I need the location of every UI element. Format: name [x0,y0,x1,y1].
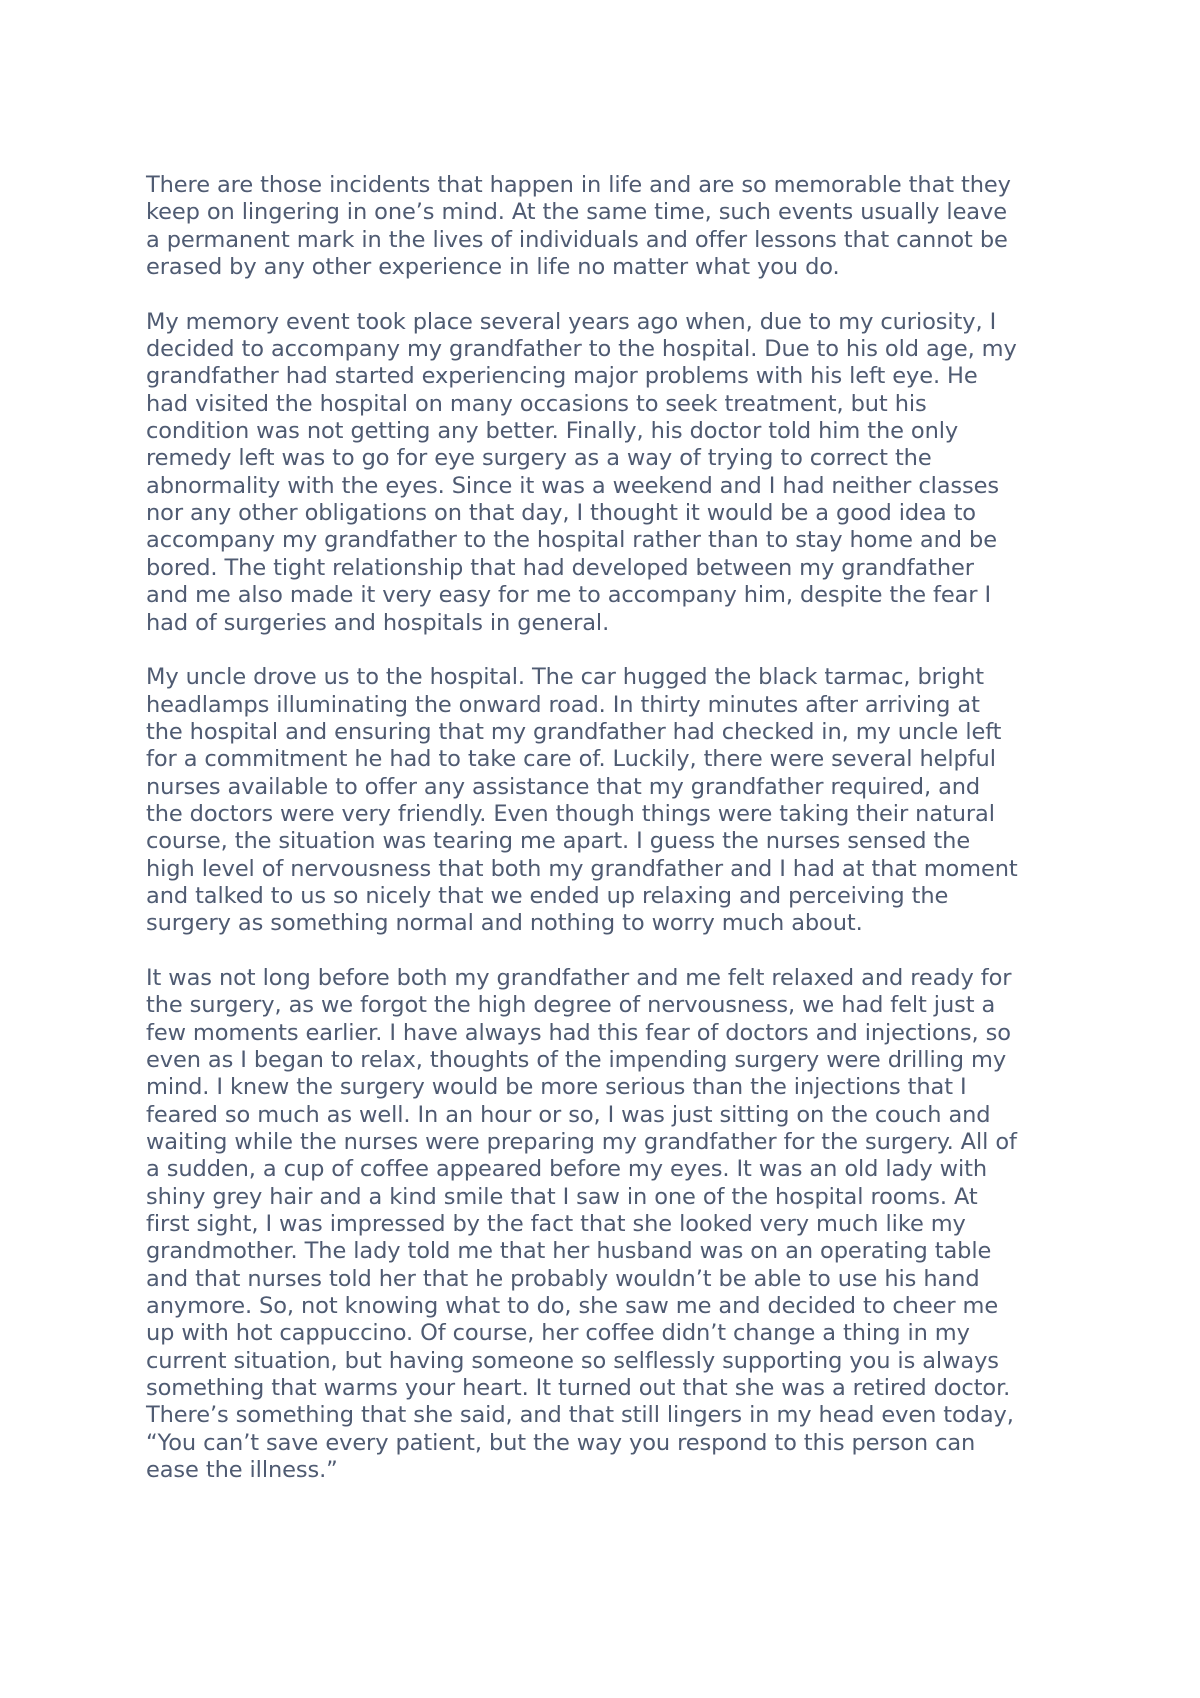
text-line: There’s something that she said, and that still lingers in my head even today, [146,1402,1014,1429]
paragraph-3 [146,664,1076,937]
text-line: grandfather had started experiencing major problems with his left eye. He [146,363,978,390]
text-line: surgery as something normal and nothing to worry much about. [146,910,863,937]
text-line: even as I began to relax, thoughts of the impending surgery were drilling my [146,1047,1007,1073]
text-line: keep on lingering in one’s mind. At the same time, such events usually leave [146,199,1007,226]
text-line: It was not long before both my grandfather and me felt relaxed and ready for [146,964,1012,991]
text-line: headlamps illuminating the onward road. In thirty minutes after arriving at [146,691,980,718]
paragraph-2 [146,309,1076,637]
text-line: a permanent mark in the lives of individuals and offer lessons that cannot be [146,226,1008,253]
text-line: high level of nervousness that both my grandfather and I had at that moment [146,855,1018,882]
text-line: grandmother. The lady told me that her husband was on an operating table [146,1238,992,1265]
text-line: for a commitment he had to take care of. Luckily, there were several helpful [146,746,996,773]
text-line: “You can’t save every patient, but the way you respond to this person can [146,1429,976,1456]
text-line: waiting while the nurses were preparing my grandfather for the surgery. All of [146,1129,1017,1156]
text-line: abnormality with the eyes. Since it was a weekend and I had neither classes [146,472,1000,499]
text-line: nor any other obligations on that day, I thought it would be a good idea to [146,500,976,527]
text-line: There are those incidents that happen in life and are so memorable that they [146,172,1011,198]
text-line: mind. I knew the surgery would be more serious than the injections that I [146,1074,967,1101]
text-line: up with hot cappuccino. Of course, her coffee didn’t change a thing in my [146,1320,970,1347]
text-line: shiny grey hair and a kind smile that I saw in one of the hospital rooms. At [146,1183,978,1210]
paragraph-1 [146,172,1076,281]
text-line: had of surgeries and hospitals in general. [146,609,610,636]
text-line: first sight, I was impressed by the fact that she looked very much like my [146,1211,966,1238]
text-line: few moments earlier. I have always had this fear of doctors and injections, so [146,1019,1011,1046]
text-line: current situation, but having someone so selflessly supporting you is always [146,1347,999,1374]
text-line: and that nurses told her that he probably wouldn’t be able to use his hand [146,1265,980,1292]
text-line: condition was not getting any better. Finally, his doctor told him the only [146,418,959,445]
text-line: the surgery, as we forgot the high degree of nervousness, we had felt just a [146,992,996,1019]
text-line: remedy left was to go for eye surgery as a way of trying to correct the [146,445,932,472]
text-line: feared so much as well. In an hour or so, I was just sitting on the couch and [146,1101,991,1128]
text-line: bored. The tight relationship that had developed between my grandfather [146,554,974,581]
text-line: erased by any other experience in life no matter what you do. [146,254,840,281]
paragraph-4 [146,965,1076,1485]
text-line: ease the illness.” [146,1457,338,1484]
text-line: the hospital and ensuring that my grandfather had checked in, my uncle left [146,718,1002,745]
text-line: decided to accompany my grandfather to the hospital. Due to his old age, my [146,336,1017,363]
text-line: My uncle drove us to the hospital. The car hugged the black tarmac, bright [146,664,984,691]
text-line: anymore. So, not knowing what to do, she saw me and decided to cheer me [146,1293,999,1320]
text-line: something that warms your heart. It turned out that she was a retired doctor. [146,1375,1011,1402]
text-line: had visited the hospital on many occasions to seek treatment, but his [146,390,927,417]
essay-body [146,172,1076,1512]
text-line: accompany my grandfather to the hospital rather than to stay home and be [146,527,997,554]
text-line: and me also made it very easy for me to accompany him, despite the fear I [146,582,992,609]
text-line: My memory event took place several years ago when, due to my curiosity, I [146,308,997,335]
text-line: a sudden, a cup of coffee appeared before my eyes. It was an old lady with [146,1156,987,1183]
text-line: nurses available to offer any assistance that my grandfather required, and [146,773,981,800]
text-line: course, the situation was tearing me apart. I guess the nurses sensed the [146,828,971,855]
text-line: and talked to us so nicely that we ended up relaxing and perceiving the [146,882,949,909]
text-line: the doctors were very friendly. Even though things were taking their natural [146,800,995,827]
